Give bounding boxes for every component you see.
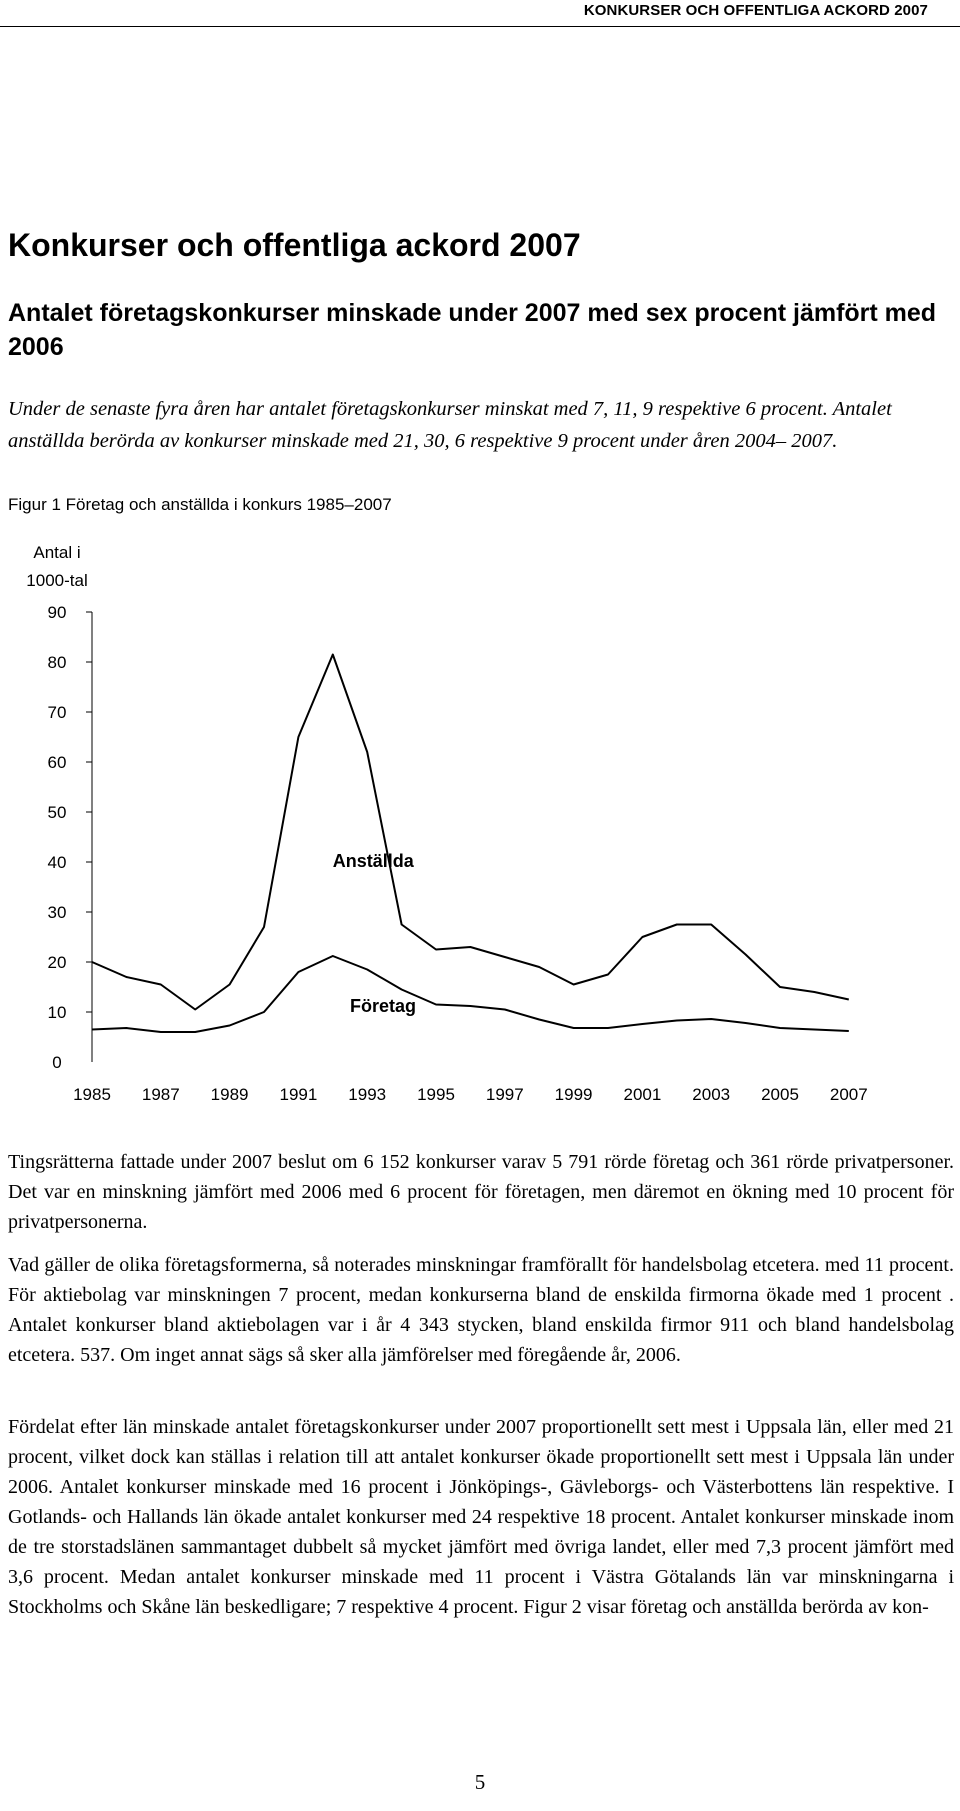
body-paragraph-2: Vad gäller de olika företagsformerna, så noterades minskningar framförallt för handelsbolag etcetera. med 11 procent. För aktiebolag var minskningen 7 procent, medan konkurserna bland de enskilda firmorna ökade med 1 procent . Antalet konkurser bland aktiebolagen var i år 4 343 stycken, bland enskilda firmor 911 och bland handelsbolag etcetera. 537. Om inget annat sägs så sker alla jämförelser med föregående år, 2006. xyxy=(8,1254,954,1366)
y-tick-label: 0 xyxy=(52,1053,62,1072)
chart-axis xyxy=(26,543,867,1104)
x-tick-label: 1999 xyxy=(554,1085,593,1104)
y-tick-label: 20 xyxy=(47,953,67,972)
x-tick-label: 1987 xyxy=(141,1085,180,1104)
series-line-1 xyxy=(92,956,849,1032)
x-tick-label: 2005 xyxy=(761,1085,799,1104)
x-tick-label: 1989 xyxy=(210,1085,249,1104)
page-number: 5 xyxy=(474,1770,486,1794)
y-tick-label: 40 xyxy=(47,853,67,872)
running-header: KONKURSER OCH OFFENTLIGA ACKORD 2007 xyxy=(583,2,928,19)
figure-1-chart xyxy=(0,528,960,1118)
y-tick-label: 10 xyxy=(47,1003,67,1022)
series-label: Företag xyxy=(350,996,417,1016)
x-tick-label: 1985 xyxy=(73,1085,111,1104)
series-line-0 xyxy=(92,655,849,1010)
y-tick-label: 70 xyxy=(47,703,67,722)
body-paragraph-1: Tingsrätterna fattade under 2007 beslut om 6 152 konkurser varav 5 791 rörde företag och 361 rörde privatpersoner. Det var en minskning jämfört med 2006 med 6 procent för företagen, men däremot en ökning med 10 procent för privatpersonerna. xyxy=(8,1151,954,1233)
y-tick-label: 30 xyxy=(47,903,67,922)
line-chart xyxy=(0,528,960,1118)
x-tick-label: 2001 xyxy=(623,1085,662,1104)
x-tick-label: 1995 xyxy=(417,1085,455,1104)
page-title: Konkurser och offentliga ackord 2007 xyxy=(8,227,581,263)
x-tick-label: 1997 xyxy=(485,1085,524,1104)
figure-caption: Figur 1 Företag och anställda i konkurs 1985–2007 xyxy=(8,495,392,514)
x-tick-label: 1991 xyxy=(279,1085,318,1104)
header-rule xyxy=(0,26,960,27)
y-tick-label: 90 xyxy=(47,603,67,622)
y-tick-label: 80 xyxy=(47,653,67,672)
y-tick-label: 50 xyxy=(47,803,67,822)
y-axis-label-line: Antal i xyxy=(33,543,81,562)
series-label: Anställda xyxy=(332,851,414,871)
lead-paragraph: Under de senaste fyra åren har antalet företagskonkurser minskat med 7, 11, 9 respektive 6 procent. Antalet anställda berörda av konkurser minskade med 21, 30, 6 respektive 9 procent under åren 2004– 2007. xyxy=(8,398,892,452)
y-axis-label-line: 1000-tal xyxy=(26,571,88,590)
chart-lines xyxy=(92,655,849,1033)
x-tick-label: 2003 xyxy=(692,1085,731,1104)
body-paragraph-3: Fördelat efter län minskade antalet företagskonkurser under 2007 proportionellt sett mest i Uppsala län, eller med 21 procent, vilket dock kan ställas i relation till att antalet konkurser ökade proportionellt sett mest i Uppsala län under 2006. Antalet konkurser minskade med 16 procent i Jönköpings-, Gävleborgs- och Västerbottens län respektive. I Gotlands- och Hallands län ökade antalet konkurser med 24 respektive 18 procent. Antalet konkurser minskade inom de tre storstadslänen sammantaget dubbelt så mycket jämfört med övriga landet, eller med 7,3 procent jämfört med 3,6 procent. Medan antalet konkurser minskade med 11 procent i Västra Götalands län var minskningarna i Stockholms och Skåne län beskedligare; 7 respektive 4 procent. Figur 2 visar företag och anställda berörda av kon- xyxy=(8,1416,954,1618)
y-tick-label: 60 xyxy=(47,753,67,772)
x-tick-label: 2007 xyxy=(829,1085,868,1104)
page-subtitle: Antalet företagskonkurser minskade under 2007 med sex procent jämfört med 2006 xyxy=(8,299,937,361)
x-tick-label: 1993 xyxy=(348,1085,387,1104)
